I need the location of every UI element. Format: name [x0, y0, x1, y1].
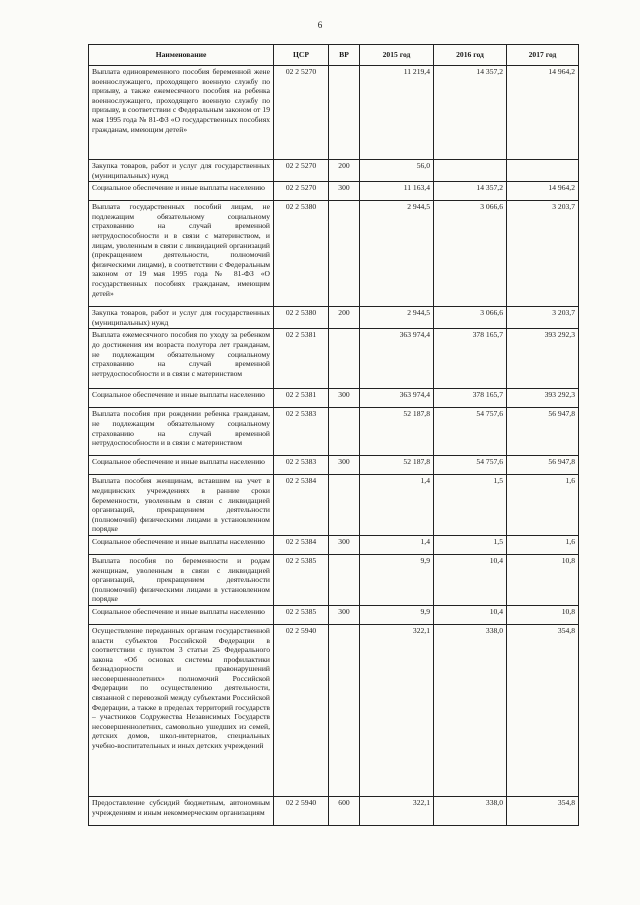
- row-2016: 338,0: [434, 624, 507, 796]
- row-2016: 3 066,6: [434, 307, 507, 329]
- row-2017: 1,6: [507, 535, 579, 554]
- row-name: Социальное обеспечение и иные выплаты населению: [89, 182, 274, 201]
- table-row: [89, 160, 579, 182]
- row-name: Выплата государственных пособий лицам, не подлежащим обязательному социальному страхованию на случай временной нетрудоспособности и в связи с материнством, и лицам, уволенным в связи с ликвидацией организаций (прекращением деятельности, полномочий физическими лицами), в соответствии с Федеральным законом от 19 мая 1995 года № 81-ФЗ «О государственных пособиях гражданам, имеющим детей»: [89, 201, 274, 307]
- table-row: [89, 475, 579, 536]
- row-csr: 02 2 5380: [274, 201, 329, 307]
- header-name: Наименование: [89, 45, 274, 66]
- row-2016: 14 357,2: [434, 182, 507, 201]
- table-row: [89, 201, 579, 307]
- row-2015: 2 944,5: [360, 201, 434, 307]
- row-2017: 10,8: [507, 605, 579, 624]
- row-csr: 02 2 5384: [274, 535, 329, 554]
- row-name: Предоставление субсидий бюджетным, автономным учреждениям и иным некоммерческим организациям: [89, 796, 274, 825]
- table-header-row: [89, 45, 579, 66]
- row-2017: 56 947,8: [507, 408, 579, 456]
- row-name: Осуществление переданных органам государственной власти субъектов Российской Федерации в соответствии с пунктом 3 статьи 25 Федерального закона «Об основах системы профилактики безнадзорности и правонарушений несовершеннолетних» полномочий Российской Федерации по осуществлению деятельности, связанной с перевозкой между субъектами Российской Федерации, а также в пределах территорий государств – участников Содружества Независимых Государств несовершеннолетних, самовольно ушедших из семей, детских домов, школ-интернатов, специальных учебно-воспитательных и иных детских учреждений: [89, 624, 274, 796]
- row-name: Социальное обеспечение и иные выплаты населению: [89, 605, 274, 624]
- row-csr: 02 2 5381: [274, 389, 329, 408]
- table-row: [89, 389, 579, 408]
- row-name: Выплата единовременного пособия беременной жене военнослужащего, проходящего военную службу по призыву, а также ежемесячного пособия на ребенка военнослужащего, проходящего военную службу по призыву, в соответствии с Федеральным законом от 19 мая 1995 года № 81-ФЗ «О государственных пособиях гражданам, имеющим детей»: [89, 66, 274, 160]
- row-2015: 2 944,5: [360, 307, 434, 329]
- table-row: [89, 182, 579, 201]
- row-2017: 393 292,3: [507, 389, 579, 408]
- row-2016: 1,5: [434, 475, 507, 536]
- row-2015: 11 163,4: [360, 182, 434, 201]
- row-2016: 54 757,6: [434, 456, 507, 475]
- row-2016: 1,5: [434, 535, 507, 554]
- header-2015: 2015 год: [360, 45, 434, 66]
- row-2016: 14 357,2: [434, 66, 507, 160]
- row-name: Выплата пособия при рождении ребенка гражданам, не подлежащим обязательному социальному страхованию на случай временной нетрудоспособности и в связи с материнством: [89, 408, 274, 456]
- budget-table: [88, 44, 579, 826]
- row-2016: [434, 160, 507, 182]
- row-2017: 354,8: [507, 624, 579, 796]
- row-csr: 02 2 5385: [274, 605, 329, 624]
- row-vr: 300: [329, 389, 360, 408]
- row-vr: 300: [329, 605, 360, 624]
- row-2015: 52 187,8: [360, 408, 434, 456]
- row-name: Социальное обеспечение и иные выплаты населению: [89, 456, 274, 475]
- row-2015: 363 974,4: [360, 329, 434, 389]
- row-2015: 11 219,4: [360, 66, 434, 160]
- row-csr: 02 2 5381: [274, 329, 329, 389]
- row-2017: 1,6: [507, 475, 579, 536]
- row-2016: 378 165,7: [434, 329, 507, 389]
- row-vr: 300: [329, 535, 360, 554]
- row-vr: 300: [329, 456, 360, 475]
- row-vr: [329, 66, 360, 160]
- row-2016: 10,4: [434, 605, 507, 624]
- row-2017: 354,8: [507, 796, 579, 825]
- row-vr: 200: [329, 160, 360, 182]
- row-csr: 02 2 5270: [274, 66, 329, 160]
- row-2015: 9,9: [360, 554, 434, 605]
- row-name: Выплата ежемесячного пособия по уходу за ребенком до достижения им возраста полутора лет гражданам, не подлежащим обязательному социальному страхованию на случай временной нетрудоспособности и в связи с материнством: [89, 329, 274, 389]
- row-vr: [329, 408, 360, 456]
- row-csr: 02 2 5383: [274, 456, 329, 475]
- row-2017: 56 947,8: [507, 456, 579, 475]
- row-2016: 54 757,6: [434, 408, 507, 456]
- row-vr: [329, 624, 360, 796]
- row-name: Выплата пособия по беременности и родам женщинам, уволенным в связи с ликвидацией организаций, прекращением деятельности (полномочий) физическими лицами в установленном порядке: [89, 554, 274, 605]
- header-2017: 2017 год: [507, 45, 579, 66]
- row-csr: 02 2 5270: [274, 160, 329, 182]
- table-row: [89, 307, 579, 329]
- table-row: [89, 535, 579, 554]
- row-csr: 02 2 5270: [274, 182, 329, 201]
- row-vr: 200: [329, 307, 360, 329]
- row-2017: 3 203,7: [507, 307, 579, 329]
- row-csr: 02 2 5940: [274, 796, 329, 825]
- table-row: [89, 624, 579, 796]
- row-vr: [329, 329, 360, 389]
- row-2017: 14 964,2: [507, 66, 579, 160]
- row-2016: 3 066,6: [434, 201, 507, 307]
- row-csr: 02 2 5380: [274, 307, 329, 329]
- row-name: Закупка товаров, работ и услуг для государственных (муниципальных) нужд: [89, 307, 274, 329]
- row-csr: 02 2 5383: [274, 408, 329, 456]
- table-row: [89, 66, 579, 160]
- row-2015: 56,0: [360, 160, 434, 182]
- row-csr: 02 2 5385: [274, 554, 329, 605]
- row-name: Социальное обеспечение и иные выплаты населению: [89, 389, 274, 408]
- table-row: [89, 456, 579, 475]
- row-2015: 322,1: [360, 796, 434, 825]
- row-name: Закупка товаров, работ и услуг для государственных (муниципальных) нужд: [89, 160, 274, 182]
- row-name: Социальное обеспечение и иные выплаты населению: [89, 535, 274, 554]
- row-2015: 363 974,4: [360, 389, 434, 408]
- row-vr: [329, 554, 360, 605]
- row-2016: 10,4: [434, 554, 507, 605]
- row-vr: 600: [329, 796, 360, 825]
- header-2016: 2016 год: [434, 45, 507, 66]
- row-2016: 338,0: [434, 796, 507, 825]
- row-csr: 02 2 5384: [274, 475, 329, 536]
- row-2015: 1,4: [360, 535, 434, 554]
- row-vr: 300: [329, 182, 360, 201]
- header-vr: ВР: [329, 45, 360, 66]
- table-row: [89, 329, 579, 389]
- row-csr: 02 2 5940: [274, 624, 329, 796]
- row-2017: 10,8: [507, 554, 579, 605]
- table-row: [89, 796, 579, 825]
- page-number: 6: [317, 20, 323, 30]
- table-row: [89, 408, 579, 456]
- row-vr: [329, 201, 360, 307]
- row-2015: 52 187,8: [360, 456, 434, 475]
- table-row: [89, 605, 579, 624]
- row-2017: 14 964,2: [507, 182, 579, 201]
- row-vr: [329, 475, 360, 536]
- row-2017: 393 292,3: [507, 329, 579, 389]
- row-2016: 378 165,7: [434, 389, 507, 408]
- row-2015: 1,4: [360, 475, 434, 536]
- table-row: [89, 554, 579, 605]
- header-csr: ЦСР: [274, 45, 329, 66]
- row-2015: 322,1: [360, 624, 434, 796]
- row-2017: 3 203,7: [507, 201, 579, 307]
- row-name: Выплата пособия женщинам, вставшим на учет в медицинских учреждениях в ранние сроки беременности, уволенным в связи с ликвидацией организаций, прекращением деятельности (полномочий) физическими лицами в установленном порядке: [89, 475, 274, 536]
- row-2015: 9,9: [360, 605, 434, 624]
- row-2017: [507, 160, 579, 182]
